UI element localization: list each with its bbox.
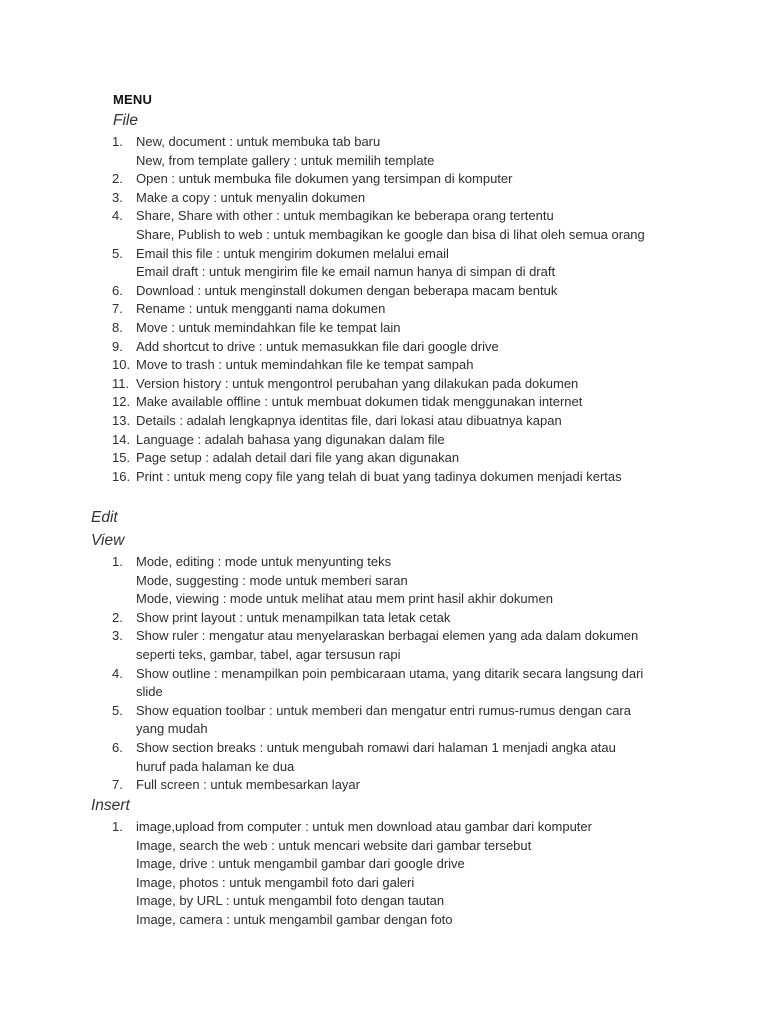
list-item-text: Language : adalah bahasa yang digunakan dalam file xyxy=(136,431,445,447)
list-item-number: 9. xyxy=(112,338,123,354)
list-item-number: 10. xyxy=(112,357,131,373)
list-item xyxy=(112,665,644,702)
list-item xyxy=(112,207,645,244)
list-item-text: New, from template gallery : untuk memilih template xyxy=(136,152,435,168)
list-item-number: 15. xyxy=(112,450,131,466)
list-item-number: 5. xyxy=(112,245,123,261)
list-item-text: Details : adalah lengkapnya identitas file, dari lokasi atau dibuatnya kapan xyxy=(136,412,562,428)
list-item-text: Mode, editing : mode untuk menyunting teks xyxy=(136,554,392,569)
list-item-text: Share, Publish to web : untuk membagikan ke google dan bisa di lihat oleh semua orang xyxy=(136,226,645,242)
list-item-number: 5. xyxy=(112,702,123,718)
list-item xyxy=(112,375,645,394)
section-heading-insert: Insert xyxy=(91,797,130,814)
list-item-number: 14. xyxy=(112,431,131,447)
list-item xyxy=(112,133,645,170)
list-item-number: 2. xyxy=(112,609,123,625)
list-item xyxy=(112,609,643,628)
list-item-text: Email draft : untuk mengirim file ke email namun hanya di simpan di draft xyxy=(136,264,556,280)
list-item-number: 6. xyxy=(112,282,123,298)
list-item-number: 6. xyxy=(112,739,123,755)
document-title: MENU xyxy=(113,92,153,107)
list-item-number: 1. xyxy=(112,554,123,569)
list-item-number: 3. xyxy=(112,628,123,644)
list-item-text: Mode, viewing : mode untuk melihat atau mem print hasil akhir dokumen xyxy=(136,591,553,607)
section-heading-file: File xyxy=(113,112,138,129)
list-item-text: slide xyxy=(136,684,163,700)
list-item-number: 4. xyxy=(112,665,123,681)
list-item xyxy=(112,393,645,412)
list-item-text: New, document : untuk membuka tab baru xyxy=(136,134,381,149)
list-item-text: Print : untuk meng copy file yang telah di buat yang tadinya dokumen menjadi kertas xyxy=(136,468,622,484)
list-item-text: Make available offline : untuk membuat dokumen tidak menggunakan internet xyxy=(136,394,583,410)
list-item-text: Email this file : untuk mengirim dokumen melalui email xyxy=(136,245,449,261)
list-item-text: Open : untuk membuka file dokumen yang tersimpan di komputer xyxy=(136,171,513,187)
list-item-number: 7. xyxy=(112,301,123,317)
list-item-number: 12. xyxy=(112,394,131,410)
insert-menu-list xyxy=(112,818,592,930)
list-item-text: Download : untuk menginstall dokumen dengan beberapa macam bentuk xyxy=(136,282,558,298)
list-item xyxy=(112,553,643,609)
list-item-text: Show section breaks : untuk mengubah romawi dari halaman 1 menjadi angka atau xyxy=(136,739,616,755)
list-item-number: 13. xyxy=(112,412,131,428)
list-item-text: Image, search the web : untuk mencari website dari gambar tersebut xyxy=(136,837,532,853)
list-item xyxy=(112,431,645,450)
list-item-text: Image, drive : untuk mengambil gambar dari google drive xyxy=(136,856,465,872)
list-item-number: 1. xyxy=(112,134,123,149)
list-item-number: 3. xyxy=(112,189,123,205)
list-item-text: Move to trash : untuk memindahkan file ke tempat sampah xyxy=(136,357,474,373)
section-heading-edit: Edit xyxy=(91,509,118,526)
list-item xyxy=(112,338,645,357)
list-item-text: Image, photos : untuk mengambil foto dari galeri xyxy=(136,874,415,890)
list-item-number: 11. xyxy=(112,375,130,391)
list-item-text: seperti teks, gambar, tabel, agar tersusun rapi xyxy=(136,646,401,662)
list-item xyxy=(112,468,645,487)
list-item-number: 8. xyxy=(112,319,123,335)
list-item-number: 4. xyxy=(112,208,123,224)
list-item-text: Move : untuk memindahkan file ke tempat lain xyxy=(136,319,401,335)
list-item-text: Show outline : menampilkan poin pembicaraan utama, yang ditarik secara langsung dari xyxy=(136,665,644,681)
list-item xyxy=(112,739,643,776)
list-item-number: 16. xyxy=(112,468,131,484)
list-item-text: Share, Share with other : untuk membagikan ke beberapa orang tertentu xyxy=(136,208,554,224)
list-item-text: Full screen : untuk membesarkan layar xyxy=(136,777,360,793)
list-item-text: Mode, suggesting : mode untuk memberi saran xyxy=(136,572,408,588)
list-item-text: Image, camera : untuk mengambil gambar dengan foto xyxy=(136,911,453,927)
list-item xyxy=(112,818,592,930)
list-item-text: Image, by URL : untuk mengambil foto dengan tautan xyxy=(136,893,445,909)
list-item xyxy=(112,627,643,664)
list-item-number: 7. xyxy=(112,777,123,793)
list-item-text: Add shortcut to drive : untuk memasukkan file dari google drive xyxy=(136,338,499,354)
list-item-number: 1. xyxy=(112,819,123,834)
list-item xyxy=(112,189,645,208)
section-heading-view: View xyxy=(91,532,125,549)
list-item xyxy=(112,356,645,375)
list-item-text: Show equation toolbar : untuk memberi dan mengatur entri rumus-rumus dengan cara xyxy=(136,702,631,718)
list-item xyxy=(112,702,643,739)
view-menu-list xyxy=(112,553,644,795)
list-item xyxy=(112,282,645,301)
list-item-text: Show print layout : untuk menampilkan tata letak cetak xyxy=(136,609,451,625)
list-item xyxy=(112,170,645,189)
list-item-text: huruf pada halaman ke dua xyxy=(136,758,295,774)
list-item-text: Rename : untuk mengganti nama dokumen xyxy=(136,301,386,317)
list-item-text: Version history : untuk mengontrol perubahan yang dilakukan pada dokumen xyxy=(136,375,579,391)
list-item-text: image,upload from computer : untuk men download atau gambar dari komputer xyxy=(136,819,592,834)
list-item xyxy=(112,300,645,319)
list-item xyxy=(112,412,645,431)
list-item xyxy=(112,319,645,338)
list-item-text: Show ruler : mengatur atau menyelaraskan berbagai elemen yang ada dalam dokumen xyxy=(136,628,639,644)
file-menu-list xyxy=(112,133,645,486)
list-item xyxy=(112,776,643,795)
list-item-number: 2. xyxy=(112,171,123,187)
list-item xyxy=(112,245,645,282)
list-item xyxy=(112,449,645,468)
list-item-text: Page setup : adalah detail dari file yang akan digunakan xyxy=(136,450,460,466)
list-item-text: Make a copy : untuk menyalin dokumen xyxy=(136,189,366,205)
list-item-text: yang mudah xyxy=(136,721,208,737)
